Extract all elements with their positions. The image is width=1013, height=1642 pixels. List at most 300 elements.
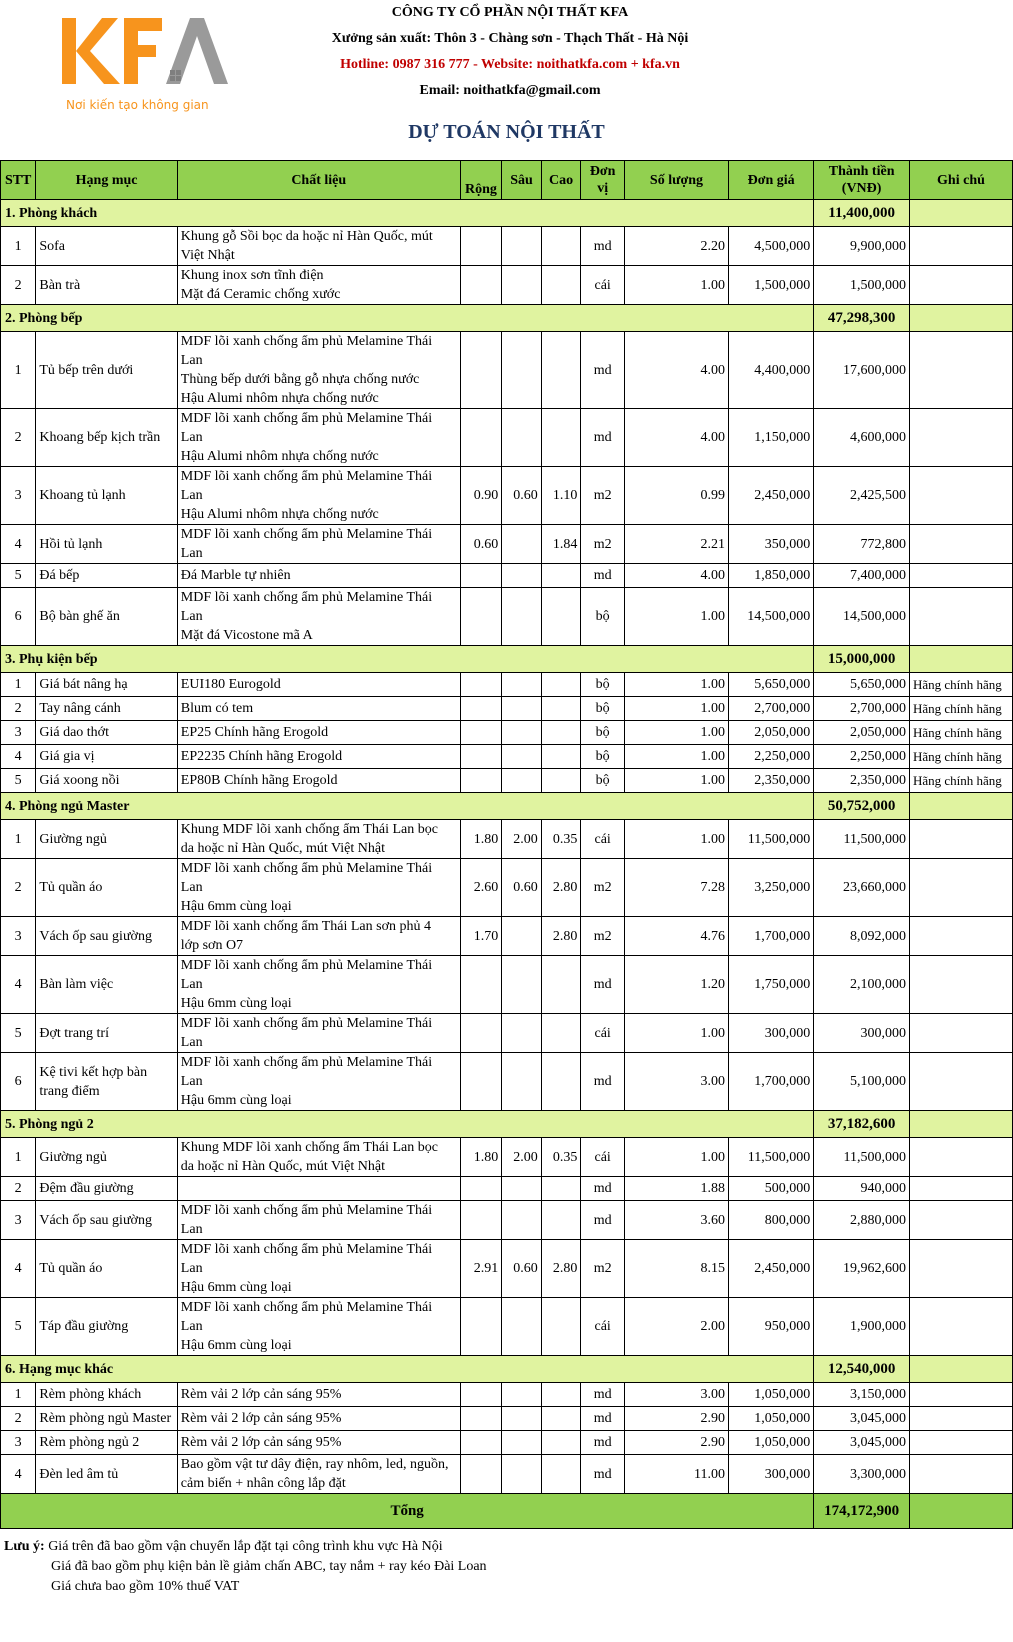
section-note [909, 1111, 1012, 1138]
cell-item: Vách ốp sau giường [36, 1201, 177, 1240]
cell-price: 800,000 [728, 1201, 813, 1240]
cell-height [541, 1014, 581, 1053]
cell-height [541, 1407, 581, 1431]
cell-note [909, 956, 1012, 1014]
cell-unit: bộ [581, 673, 625, 697]
material-line: Blum có tem [180, 701, 254, 716]
cell-width [460, 1014, 502, 1053]
table-row [1, 1298, 1013, 1356]
cell-width [460, 1455, 502, 1494]
cell-material [177, 721, 460, 745]
cell-unit: cái [581, 266, 625, 305]
cell-item: Tủ quần áo [36, 1240, 177, 1298]
cell-stt: 1 [1, 1383, 36, 1407]
table-row [1, 859, 1013, 917]
section-name: 5. Phòng ngủ 2 [1, 1111, 814, 1138]
cell-note: Hãng chính hãng [909, 673, 1012, 697]
cell-amount: 3,045,000 [814, 1407, 910, 1431]
col-depth: Sâu [502, 161, 542, 200]
cell-price: 2,050,000 [728, 721, 813, 745]
section-note [909, 305, 1012, 332]
cell-note [909, 1455, 1012, 1494]
section-name: 1. Phòng khách [1, 200, 814, 227]
cell-item: Hồi tủ lạnh [36, 525, 177, 564]
cell-amount: 1,900,000 [814, 1298, 910, 1356]
cell-note [909, 1407, 1012, 1431]
cell-material [177, 1240, 460, 1298]
cell-stt: 4 [1, 956, 36, 1014]
cell-price: 1,050,000 [728, 1431, 813, 1455]
cell-material [177, 697, 460, 721]
cell-height [541, 697, 581, 721]
cell-qty: 1.00 [624, 1014, 728, 1053]
cell-item: Giá gia vị [36, 745, 177, 769]
col-material: Chất liệu [177, 161, 460, 200]
cell-qty: 1.00 [624, 820, 728, 859]
cell-unit: m2 [581, 525, 625, 564]
cell-amount: 11,500,000 [814, 1138, 910, 1177]
cell-stt: 4 [1, 1240, 36, 1298]
cell-material [177, 1053, 460, 1111]
cell-width [460, 697, 502, 721]
cell-material [177, 409, 460, 467]
cell-price: 1,700,000 [728, 917, 813, 956]
material-line: MDF lõi xanh chống ẩm phủ Melamine Thái [180, 1203, 433, 1218]
cell-item: Bàn trà [36, 266, 177, 305]
cell-note [909, 1298, 1012, 1356]
cell-material [177, 859, 460, 917]
cell-item: Giường ngủ [36, 1138, 177, 1177]
cell-width [460, 673, 502, 697]
cell-material [177, 525, 460, 564]
cell-depth [502, 1383, 542, 1407]
cell-item: Rèm phòng khách [36, 1383, 177, 1407]
material-line: Đá Marble tự nhiên [180, 568, 291, 583]
cell-qty: 3.60 [624, 1201, 728, 1240]
cell-unit: m2 [581, 467, 625, 525]
cell-stt: 2 [1, 1407, 36, 1431]
cell-amount: 2,700,000 [814, 697, 910, 721]
cell-note [909, 564, 1012, 588]
cell-stt: 1 [1, 820, 36, 859]
table-row [1, 1177, 1013, 1201]
cell-width [460, 745, 502, 769]
cell-amount: 2,050,000 [814, 721, 910, 745]
grand-total-row [1, 1494, 1013, 1529]
cell-price: 5,650,000 [728, 673, 813, 697]
section-note [909, 200, 1012, 227]
grand-total-note [909, 1494, 1012, 1529]
cell-stt: 1 [1, 227, 36, 266]
cell-unit: md [581, 409, 625, 467]
section-total: 12,540,000 [814, 1356, 910, 1383]
cell-material [177, 564, 460, 588]
material-line: Lan [180, 1035, 203, 1050]
cell-price: 4,500,000 [728, 227, 813, 266]
cell-item: Bàn làm việc [36, 956, 177, 1014]
col-stt: STT [1, 161, 36, 200]
cell-price: 2,450,000 [728, 467, 813, 525]
cell-note [909, 332, 1012, 409]
cell-height [541, 332, 581, 409]
cell-item: Táp đầu giường [36, 1298, 177, 1356]
cell-stt: 2 [1, 1177, 36, 1201]
cell-price: 950,000 [728, 1298, 813, 1356]
cell-depth [502, 1298, 542, 1356]
section-row [1, 200, 1013, 227]
cell-amount: 2,250,000 [814, 745, 910, 769]
cell-stt: 4 [1, 525, 36, 564]
material-line: Lan [180, 353, 203, 368]
cell-item: Sofa [36, 227, 177, 266]
material-line: lớp sơn O7 [180, 938, 244, 953]
section-name: 2. Phòng bếp [1, 305, 814, 332]
cell-depth: 0.60 [502, 859, 542, 917]
cell-stt: 3 [1, 917, 36, 956]
table-row [1, 588, 1013, 646]
cell-width: 1.80 [460, 820, 502, 859]
table-row [1, 227, 1013, 266]
logo-tagline: Nơi kiến tạo không gian [66, 98, 209, 112]
cell-stt: 3 [1, 1431, 36, 1455]
cell-amount: 23,660,000 [814, 859, 910, 917]
estimate-table [0, 160, 1013, 1529]
cell-price: 1,850,000 [728, 564, 813, 588]
table-row [1, 917, 1013, 956]
cell-qty: 4.76 [624, 917, 728, 956]
cell-note [909, 1053, 1012, 1111]
material-line: EUI180 Eurogold [180, 677, 281, 692]
table-row [1, 525, 1013, 564]
material-line: Lan [180, 546, 203, 561]
material-line: Hậu 6mm cùng loại [180, 1338, 292, 1353]
material-line: Lan [180, 430, 203, 445]
material-line: EP25 Chính hãng Erogold [180, 725, 329, 740]
table-row [1, 564, 1013, 588]
section-row [1, 646, 1013, 673]
cell-stt: 5 [1, 1298, 36, 1356]
section-row [1, 305, 1013, 332]
cell-note [909, 1014, 1012, 1053]
cell-item: Giá dao thớt [36, 721, 177, 745]
cell-qty: 1.88 [624, 1177, 728, 1201]
cell-height [541, 721, 581, 745]
cell-note [909, 266, 1012, 305]
cell-amount: 11,500,000 [814, 820, 910, 859]
cell-unit: md [581, 1053, 625, 1111]
col-height: Cao [541, 161, 581, 200]
document-title: DỰ TOÁN NỘI THẤT [408, 121, 605, 143]
cell-material [177, 227, 460, 266]
cell-qty: 2.20 [624, 227, 728, 266]
cell-stt: 2 [1, 266, 36, 305]
cell-qty: 7.28 [624, 859, 728, 917]
cell-depth [502, 1201, 542, 1240]
material-line: Hậu 6mm cùng loại [180, 1093, 292, 1108]
cell-price: 1,700,000 [728, 1053, 813, 1111]
cell-height [541, 1177, 581, 1201]
cell-unit: md [581, 956, 625, 1014]
cell-price: 500,000 [728, 1177, 813, 1201]
cell-width [460, 1407, 502, 1431]
material-line: Khung MDF lõi xanh chống ẩm Thái Lan bọc [180, 822, 438, 837]
material-line: Lan [180, 880, 203, 895]
material-line: Rèm vải 2 lớp cản sáng 95% [180, 1435, 342, 1450]
cell-material [177, 745, 460, 769]
table-row [1, 266, 1013, 305]
cell-price: 4,400,000 [728, 332, 813, 409]
cell-price: 3,250,000 [728, 859, 813, 917]
notes [4, 1537, 487, 1597]
cell-amount: 3,045,000 [814, 1431, 910, 1455]
cell-amount: 2,100,000 [814, 956, 910, 1014]
cell-depth [502, 1014, 542, 1053]
cell-height: 2.80 [541, 1240, 581, 1298]
cell-item: Bộ bàn ghế ăn [36, 588, 177, 646]
cell-amount: 940,000 [814, 1177, 910, 1201]
cell-qty: 0.99 [624, 467, 728, 525]
cell-price: 1,050,000 [728, 1407, 813, 1431]
cell-unit: md [581, 332, 625, 409]
cell-price: 2,450,000 [728, 1240, 813, 1298]
table-row [1, 467, 1013, 525]
table-row [1, 1014, 1013, 1053]
cell-qty: 1.00 [624, 588, 728, 646]
cell-note [909, 917, 1012, 956]
cell-unit: md [581, 227, 625, 266]
table-header-row [1, 161, 1013, 200]
material-line: Rèm vải 2 lớp cản sáng 95% [180, 1387, 342, 1402]
cell-unit: md [581, 1407, 625, 1431]
cell-material [177, 1407, 460, 1431]
cell-depth [502, 266, 542, 305]
cell-depth [502, 1177, 542, 1201]
cell-note [909, 467, 1012, 525]
cell-note [909, 1201, 1012, 1240]
cell-width: 1.80 [460, 1138, 502, 1177]
section-total: 47,298,300 [814, 305, 910, 332]
cell-width [460, 1053, 502, 1111]
kfa-logo-mark [62, 18, 242, 98]
cell-item: Đợt trang trí [36, 1014, 177, 1053]
col-price: Đơn giá [728, 161, 813, 200]
cell-amount: 4,600,000 [814, 409, 910, 467]
material-line: MDF lõi xanh chống ẩm phủ Melamine Thái [180, 1242, 433, 1257]
cell-item: Tủ quần áo [36, 859, 177, 917]
cell-unit: m2 [581, 917, 625, 956]
cell-stt: 3 [1, 467, 36, 525]
note-line-1: Lưu ý: Giá trên đã bao gồm vận chuyển lắp đặt tại công trình khu vực Hà Nội [4, 1539, 443, 1554]
cell-amount: 19,962,600 [814, 1240, 910, 1298]
material-line: MDF lõi xanh chống ẩm Thái Lan sơn phủ 4 [180, 919, 431, 934]
cell-material [177, 1383, 460, 1407]
cell-qty: 11.00 [624, 1455, 728, 1494]
material-line: Lan [180, 1319, 203, 1334]
cell-price: 1,150,000 [728, 409, 813, 467]
cell-price: 300,000 [728, 1455, 813, 1494]
company-name: CÔNG TY CỔ PHẦN NỘI THẤT KFA [391, 5, 629, 20]
cell-unit: m2 [581, 859, 625, 917]
cell-height: 1.84 [541, 525, 581, 564]
cell-stt: 2 [1, 697, 36, 721]
material-line: Lan [180, 1222, 203, 1237]
table-row [1, 1383, 1013, 1407]
cell-width [460, 1177, 502, 1201]
cell-height: 0.35 [541, 820, 581, 859]
cell-width: 2.91 [460, 1240, 502, 1298]
cell-material [177, 1014, 460, 1053]
cell-note [909, 409, 1012, 467]
company-address: Xưởng sản xuất: Thôn 3 - Chàng sơn - Thạch Thất - Hà Nội [331, 31, 689, 46]
cell-note [909, 1177, 1012, 1201]
cell-qty: 2.90 [624, 1431, 728, 1455]
cell-stt: 4 [1, 1455, 36, 1494]
cell-qty: 1.00 [624, 721, 728, 745]
cell-material [177, 956, 460, 1014]
cell-note [909, 1431, 1012, 1455]
cell-unit: md [581, 564, 625, 588]
cell-price: 2,250,000 [728, 745, 813, 769]
material-line: MDF lõi xanh chống ẩm phủ Melamine Thái [180, 469, 433, 484]
cell-depth [502, 745, 542, 769]
cell-item: Tay nâng cánh [36, 697, 177, 721]
table-row [1, 673, 1013, 697]
cell-material [177, 917, 460, 956]
cell-height: 1.10 [541, 467, 581, 525]
material-line: da hoặc nỉ Hàn Quốc, mút Việt Nhật [180, 1159, 385, 1174]
cell-height [541, 673, 581, 697]
cell-amount: 3,300,000 [814, 1455, 910, 1494]
cell-depth [502, 917, 542, 956]
material-line: EP80B Chính hãng Erogold [180, 773, 338, 788]
cell-note: Hãng chính hãng [909, 745, 1012, 769]
table-row [1, 956, 1013, 1014]
cell-amount: 8,092,000 [814, 917, 910, 956]
cell-amount: 17,600,000 [814, 332, 910, 409]
cell-width: 2.60 [460, 859, 502, 917]
material-line: Mặt đá Ceramic chống xước [180, 287, 341, 302]
cell-width [460, 227, 502, 266]
cell-unit: cái [581, 820, 625, 859]
section-row [1, 793, 1013, 820]
cell-item: Giá bát nâng hạ [36, 673, 177, 697]
cell-amount: 7,400,000 [814, 564, 910, 588]
note-line-2: Giá đã bao gồm phụ kiện bản lề giảm chấn ABC, tay nắm + ray kéo Đài Loan [51, 1559, 487, 1574]
cell-item: Rèm phòng ngủ Master [36, 1407, 177, 1431]
cell-stt: 5 [1, 564, 36, 588]
cell-item: Rèm phòng ngủ 2 [36, 1431, 177, 1455]
material-line: MDF lõi xanh chống ẩm phủ Melamine Thái [180, 1016, 433, 1031]
cell-item: Khoang tủ lạnh [36, 467, 177, 525]
cell-qty: 3.00 [624, 1053, 728, 1111]
cell-item: Kệ tivi kết hợp bàn trang điểm [36, 1053, 177, 1111]
cell-item: Giá xoong nồi [36, 769, 177, 793]
section-note [909, 793, 1012, 820]
material-line: MDF lõi xanh chống ẩm phủ Melamine Thái [180, 1300, 433, 1315]
cell-unit: cái [581, 1138, 625, 1177]
col-width: Rộng [460, 161, 502, 200]
document-header [0, 0, 1013, 160]
cell-price: 2,350,000 [728, 769, 813, 793]
cell-width: 0.90 [460, 467, 502, 525]
cell-height [541, 1383, 581, 1407]
cell-depth [502, 697, 542, 721]
cell-depth [502, 956, 542, 1014]
cell-height [541, 227, 581, 266]
cell-note [909, 588, 1012, 646]
cell-material [177, 1177, 460, 1201]
cell-height [541, 769, 581, 793]
cell-unit: bộ [581, 745, 625, 769]
material-line: Hậu 6mm cùng loại [180, 1280, 292, 1295]
cell-unit: md [581, 1383, 625, 1407]
cell-amount: 300,000 [814, 1014, 910, 1053]
cell-stt: 1 [1, 673, 36, 697]
cell-stt: 6 [1, 588, 36, 646]
material-line: da hoặc nỉ Hàn Quốc, mút Việt Nhật [180, 841, 385, 856]
table-row [1, 820, 1013, 859]
cell-qty: 2.21 [624, 525, 728, 564]
material-line: EP2235 Chính hãng Erogold [180, 749, 343, 764]
cell-qty: 8.15 [624, 1240, 728, 1298]
cell-qty: 3.00 [624, 1383, 728, 1407]
table-row [1, 745, 1013, 769]
cell-width [460, 1383, 502, 1407]
cell-unit: bộ [581, 769, 625, 793]
cell-material [177, 673, 460, 697]
cell-depth [502, 227, 542, 266]
cell-height [541, 1431, 581, 1455]
cell-stt: 6 [1, 1053, 36, 1111]
section-row [1, 1111, 1013, 1138]
cell-price: 11,500,000 [728, 820, 813, 859]
cell-note: Hãng chính hãng [909, 721, 1012, 745]
cell-unit: cái [581, 1298, 625, 1356]
cell-qty: 1.00 [624, 697, 728, 721]
cell-qty: 4.00 [624, 564, 728, 588]
material-line: Hậu Alumi nhôm nhựa chống nước [180, 507, 379, 522]
section-name: 3. Phụ kiện bếp [1, 646, 814, 673]
cell-height [541, 588, 581, 646]
cell-depth: 2.00 [502, 1138, 542, 1177]
cell-qty: 2.00 [624, 1298, 728, 1356]
cell-stt: 5 [1, 1014, 36, 1053]
cell-height [541, 1201, 581, 1240]
table-row [1, 1455, 1013, 1494]
cell-amount: 14,500,000 [814, 588, 910, 646]
cell-note [909, 859, 1012, 917]
table-row [1, 697, 1013, 721]
cell-unit: md [581, 1431, 625, 1455]
material-line: Khung MDF lõi xanh chống ẩm Thái Lan bọc [180, 1140, 438, 1155]
cell-qty: 4.00 [624, 409, 728, 467]
cell-depth [502, 673, 542, 697]
material-line: Lan [180, 609, 203, 624]
cell-item: Đá bếp [36, 564, 177, 588]
cell-note [909, 1383, 1012, 1407]
cell-qty: 1.00 [624, 769, 728, 793]
material-line: Hậu 6mm cùng loại [180, 899, 292, 914]
table-row [1, 1431, 1013, 1455]
cell-qty: 4.00 [624, 332, 728, 409]
cell-material [177, 820, 460, 859]
material-line: Hậu 6mm cùng loại [180, 996, 292, 1011]
material-line: Lan [180, 1261, 203, 1276]
material-line: Khung gỗ Sồi bọc da hoặc nỉ Hàn Quốc, mút [180, 229, 433, 244]
cell-price: 11,500,000 [728, 1138, 813, 1177]
cell-unit: bộ [581, 697, 625, 721]
section-total: 15,000,000 [814, 646, 910, 673]
